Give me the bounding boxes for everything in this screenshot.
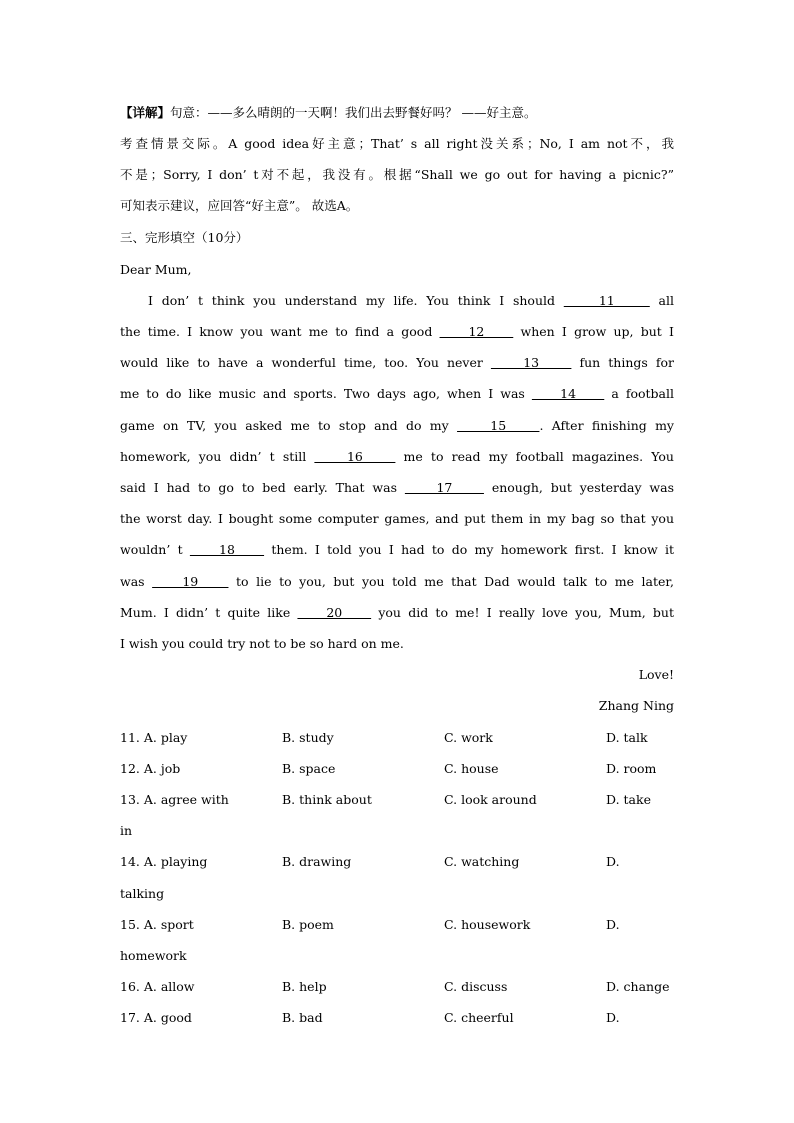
- letter-text: said I had to go to bed early. That was: [120, 480, 405, 495]
- letter-text: game on TV, you asked me to stop and do my: [120, 418, 458, 433]
- blank-17: 17: [404, 480, 484, 495]
- letter-text: a football: [604, 386, 674, 401]
- blank-14: 14: [531, 386, 605, 401]
- letter-text: you did to me! I really love you, Mum, but: [371, 605, 674, 620]
- letter-text: wouldn’ t: [120, 542, 190, 557]
- option-d: D. talk: [606, 730, 648, 745]
- option-c: C. house: [444, 761, 499, 776]
- letter-text: all: [649, 293, 674, 308]
- blank-11: 11: [563, 293, 650, 308]
- option-a: 15. A. sport: [120, 917, 194, 932]
- option-d-wrap: in: [120, 823, 133, 838]
- letter-line-10: [120, 573, 674, 591]
- letter-line-3: [120, 354, 674, 372]
- option-b: B. help: [282, 979, 327, 994]
- blank-18: 18: [189, 542, 265, 557]
- option-c: C. cheerful: [444, 1010, 514, 1025]
- letter-closing: Love!: [638, 667, 674, 682]
- explain-line-2: 考查情景交际。A good idea好主意；That’ s all right没关系；No, I am not不，我: [120, 136, 674, 151]
- option-d-wrap: homework: [120, 948, 187, 963]
- letter-line-5: [120, 417, 674, 435]
- letter-text: to lie to you, but you told me that Dad would talk to me later,: [228, 574, 674, 589]
- explain-line-3: 不是；Sorry, I don’ t对不起，我没有。根据“Shall we go out for having a picnic?”: [120, 167, 674, 182]
- letter-text: me to read my football magazines. You: [395, 449, 674, 464]
- option-b: B. study: [282, 730, 334, 745]
- explain-line-4: 可知表示建议，应回答“好主意”。 故选A。: [120, 198, 359, 213]
- explain-tag: 【详解】: [120, 105, 171, 120]
- letter-line-9: [120, 541, 674, 559]
- explain-line-1: [120, 104, 674, 122]
- letter-line-8: the worst day. I bought some computer games, and put them in my bag so that you: [120, 511, 674, 526]
- letter-line-4: [120, 385, 674, 403]
- option-b: B. think about: [282, 792, 372, 807]
- blank-20: 20: [297, 605, 372, 620]
- letter-text: homework, you didn’ t still: [120, 449, 315, 464]
- option-d-wrap: talking: [120, 886, 165, 901]
- letter-line-6: [120, 448, 674, 466]
- letter-line-1: [120, 292, 674, 310]
- letter-text: the time. I know you want me to find a good: [120, 324, 440, 339]
- option-b: B. space: [282, 761, 336, 776]
- option-a: 12. A. job: [120, 761, 181, 776]
- letter-text: enough, but yesterday was: [483, 480, 674, 495]
- letter-text: fun things for: [571, 355, 674, 370]
- letter-text: me to do like music and sports. Two days ago, when I was: [120, 386, 532, 401]
- blank-13: 13: [490, 355, 572, 370]
- option-d: D. room: [606, 761, 657, 776]
- option-d: D.: [606, 917, 620, 932]
- letter-text: Mum. I didn’ t quite like: [120, 605, 298, 620]
- option-b: B. drawing: [282, 854, 352, 869]
- option-d: D.: [606, 854, 620, 869]
- option-a: 16. A. allow: [120, 979, 195, 994]
- letter-greeting: Dear Mum,: [120, 262, 192, 277]
- section-title: 三、完形填空（10分）: [120, 230, 249, 245]
- option-d: D. take: [606, 792, 651, 807]
- option-d: D.: [606, 1010, 620, 1025]
- option-b: B. bad: [282, 1010, 323, 1025]
- option-a: 11. A. play: [120, 730, 188, 745]
- explain-text-1: 句意：——多么晴朗的一天啊！我们出去野餐好吗？ ——好主意。: [170, 105, 537, 120]
- letter-line-2: [120, 323, 674, 341]
- option-a: 13. A. agree with: [120, 792, 229, 807]
- blank-16: 16: [314, 449, 396, 464]
- option-a: 14. A. playing: [120, 854, 208, 869]
- option-c: C. housework: [444, 917, 531, 932]
- letter-text: was: [120, 574, 153, 589]
- letter-text: . After finishing my: [539, 418, 674, 433]
- letter-signature: Zhang Ning: [598, 698, 674, 713]
- option-c: C. look around: [444, 792, 537, 807]
- option-c: C. work: [444, 730, 493, 745]
- blank-19: 19: [152, 574, 229, 589]
- blank-15: 15: [457, 418, 540, 433]
- option-d: D. change: [606, 979, 670, 994]
- letter-line-12: I wish you could try not to be so hard on me.: [120, 636, 404, 651]
- letter-text: would like to have a wonderful time, too. You never: [120, 355, 491, 370]
- letter-line-7: [120, 479, 674, 497]
- letter-text: them. I told you I had to do my homework first. I know it: [264, 542, 674, 557]
- option-c: C. discuss: [444, 979, 508, 994]
- option-a: 17. A. good: [120, 1010, 192, 1025]
- option-c: C. watching: [444, 854, 520, 869]
- letter-text: when I grow up, but I: [513, 324, 674, 339]
- option-b: B. poem: [282, 917, 334, 932]
- blank-12: 12: [439, 324, 514, 339]
- letter-text: I don’ t think you understand my life. You think I should: [148, 293, 564, 308]
- letter-line-11: [120, 604, 674, 622]
